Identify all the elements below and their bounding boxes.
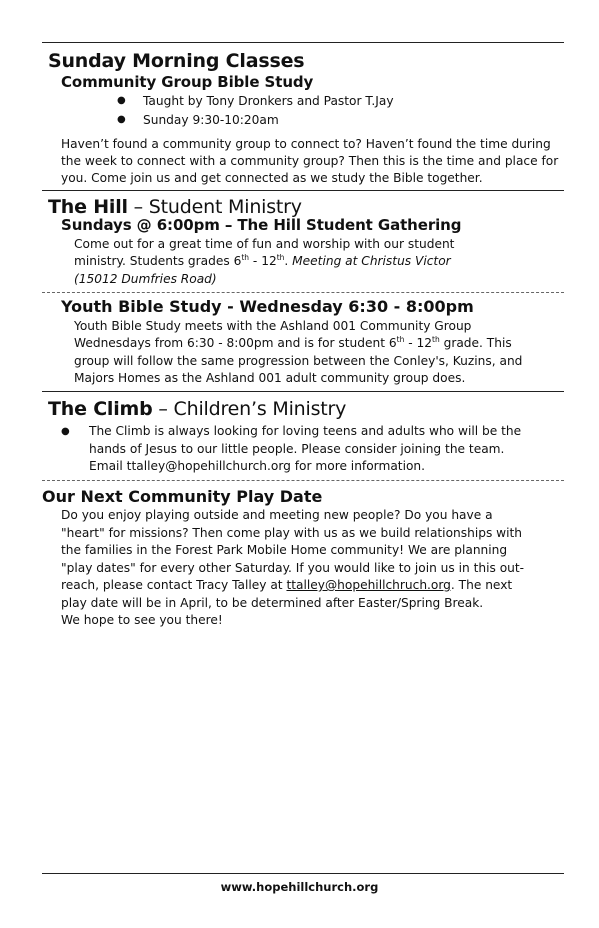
play-text-4: "play dates" for every other Saturday. If you would like to join us in this out- <box>61 561 525 575</box>
play-text-1: Do you enjoy playing outside and meeting new people? Do you have a <box>61 508 493 522</box>
hill-text-2: ministry. Students grades 6th - 12th. Meeting at Christus Victor <box>74 253 451 268</box>
hill-text-3: (15012 Dumfries Road) <box>74 272 217 286</box>
sunday-text-1: Haven’t found a community group to connect to? Haven’t found the time during <box>61 137 551 151</box>
hill-title-rest: – Student Ministry <box>127 196 302 218</box>
play-text-2: "heart" for missions? Then come play with us as we build relationships with <box>61 526 523 540</box>
sunday-bullet-1: Taught by Tony Dronkers and Pastor T.Jay <box>143 94 394 108</box>
sunday-subtitle: Community Group Bible Study <box>61 73 314 91</box>
play-title: Our Next Community Play Date <box>42 487 323 506</box>
bullet-icon: ● <box>117 95 126 106</box>
top-rule <box>42 42 564 43</box>
email-link[interactable]: ttalley@hopehillchruch.org <box>286 578 451 592</box>
climb-text-1: The Climb is always looking for loving teens and adults who will be the <box>89 424 522 438</box>
hill-title <box>48 196 302 218</box>
sunday-bullet-2: Sunday 9:30-10:20am <box>143 113 279 127</box>
section-rule <box>42 190 564 191</box>
footer-url: www.hopehillchurch.org <box>220 880 379 894</box>
bullet-icon: ● <box>61 426 70 437</box>
sunday-text-3: you. Come join us and get connected as we study the Bible together. <box>61 171 483 185</box>
youth-text-1: Youth Bible Study meets with the Ashland 001 Community Group <box>74 319 472 333</box>
youth-text-4: Majors Homes as the Ashland 001 adult community group does. <box>74 371 466 385</box>
sunday-text-2: the week to connect with a community group? Then this is the time and place for <box>61 154 559 168</box>
play-text-7: We hope to see you there! <box>61 613 223 627</box>
play-text-6: play date will be in April, to be determined after Easter/Spring Break. <box>61 596 484 610</box>
dashed-divider <box>42 480 564 481</box>
climb-title <box>48 398 346 420</box>
play-text-5: reach, please contact Tracy Talley at ttalley@hopehillchruch.org. The next <box>61 578 513 592</box>
youth-title: Youth Bible Study - Wednesday 6:30 - 8:00pm <box>61 297 474 316</box>
sunday-title: Sunday Morning Classes <box>48 50 305 72</box>
hill-subtitle: Sundays @ 6:00pm – The Hill Student Gathering <box>61 216 462 234</box>
hill-title-bold: The Hill <box>48 196 128 218</box>
play-text-3: the families in the Forest Park Mobile Home community! We are planning <box>61 543 508 557</box>
climb-text-2: hands of Jesus to our little people. Please consider joining the team. <box>89 442 505 456</box>
climb-title-bold: The Climb <box>48 398 153 420</box>
footer-rule <box>42 873 564 874</box>
youth-text-3: group will follow the same progression between the Conley's, Kuzins, and <box>74 354 523 368</box>
bullet-icon: ● <box>117 114 126 125</box>
hill-text-1: Come out for a great time of fun and worship with our student <box>74 237 455 251</box>
dashed-divider <box>42 292 564 293</box>
climb-text-3: Email ttalley@hopehillchurch.org for more information. <box>89 459 426 473</box>
climb-title-rest: – Children’s Ministry <box>152 398 347 420</box>
youth-text-2: Wednesdays from 6:30 - 8:00pm and is for student 6th - 12th grade. This <box>74 335 512 350</box>
section-rule <box>42 391 564 392</box>
